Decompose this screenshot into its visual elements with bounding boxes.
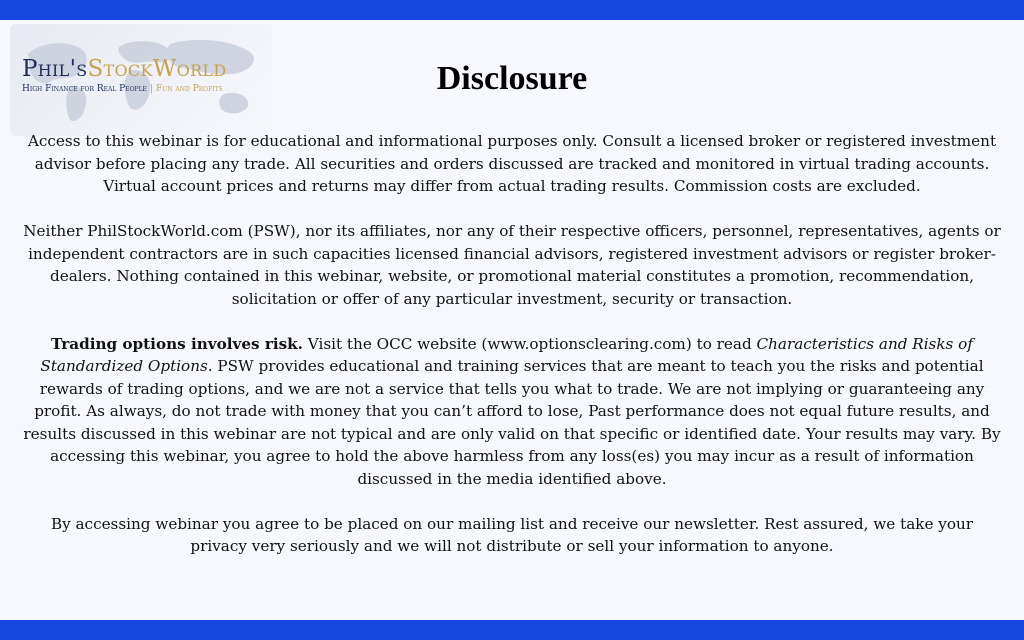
logo-name-part2: StockWorld [87, 56, 227, 82]
top-accent-bar [0, 0, 1024, 20]
options-risk-heading: Trading options involves risk. [51, 334, 303, 353]
logo-name-part1: Phil's [22, 56, 88, 82]
disclosure-paragraph-mailing-list: By accessing webinar you agree to be placed on our mailing list and receive our newsletter. Rest assured, we take your privacy very seriously and we will not distribute or sell your information to anyone. [50, 514, 974, 555]
page-title: Disclosure [436, 60, 588, 97]
options-risk-text-1: Visit the OCC website (www.optionsclearing.com) to read [302, 334, 757, 353]
logo-tagline-part2: Fun and Profits [155, 84, 223, 94]
disclosure-body [22, 130, 1002, 580]
disclosure-paragraph-options-risk [22, 333, 1002, 491]
logo-tagline-separator: | [149, 84, 153, 94]
options-risk-text-2: . PSW provides educational and training services that are meant to teach you the risks and potential rewards of trading options, and we are not a service that tells you what to trade. We are not implying or guaranteeing any profit. As always, do not trade with money that you can’t afford to lose, Past performance does not equal future results, and results discussed in this webinar are not typical and are only valid on that specific or identified date. Your results may vary. By accessing this webinar, you agree to hold the above harmless from any loss(es) you may incur as a result of information discussed in the media identified above. [23, 357, 1001, 488]
bottom-accent-bar [0, 620, 1024, 640]
occ-document-title: Characteristics and Risks of Standardized Options [40, 334, 973, 375]
disclosure-paragraph-educational: Access to this webinar is for educational and informational purposes only. Consult a licensed broker or registered investment advisor before placing any trade. All securities and orders discussed are tracked and monitored in virtual trading accounts. Virtual account prices and returns may differ from actual trading results. Commission costs are excluded. [27, 132, 997, 195]
disclosure-paragraph-affiliates: Neither PhilStockWorld.com (PSW), nor its affiliates, nor any of their respective officers, personnel, representatives, agents or independent contractors are in such capacities licensed financial advisors, registered investment advisors or register broker-dealers. Nothing contained in this webinar, website, or promotional material constitutes a promotion, recommendation, solicitation or offer of any particular investment, security or transaction. [23, 222, 1001, 308]
logo-tagline-part1: High Finance for Real People [22, 84, 147, 94]
